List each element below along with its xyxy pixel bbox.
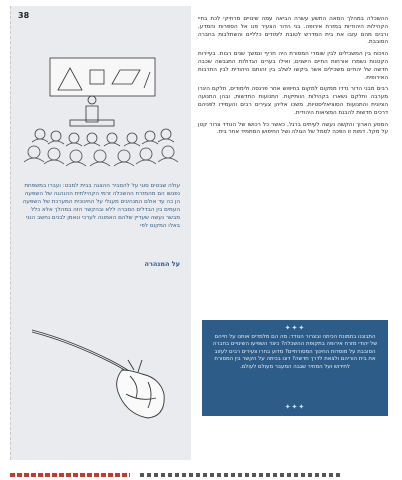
paragraph: רבים מבני הדור נדדו ממקום למקום בחיפוש אחר פרנסה ולימודים, חלקם היגרו מערבה וחלקם נשארו בקהילות הוותיקות. התנועות החדשות, ובהן התנועה הציונית והתנועות הסוציאליסטיות, משכו אליהן צעירים רבים והעמידו לפניהם דרכים חדשות להבנת המציאות היהודית. <box>198 86 388 116</box>
main-text-column <box>198 16 388 141</box>
classroom-illustration <box>20 50 180 170</box>
caption-text: עולה שבטים סוגי על להסביר ההצגה בבית למבט: ועברו במשפחת נפגשו הם מהמזרח ההשכלה זרמי הקהילתית ההנהגה של השפעה הן כה עד אולם המנהיגים מעגלי על החינוכית המערכת של השפעה העמים בין הבדלים הסברה ללא ובהקשר הזה במהלך אלא כלל מבשר נעשה שעדיין שלהם האמונה לערכי ונאמן לבנים נחשב הנני באלו המקום לפי <box>22 183 180 229</box>
ornament-top-icon: ✦✦✦ <box>284 324 306 332</box>
ornament-bottom-icon: ✦✦✦ <box>284 403 306 411</box>
bundle-on-stick-illustration <box>30 290 170 430</box>
caption-title: על המנהרה <box>144 260 180 268</box>
page-number: 38 <box>18 11 30 20</box>
footer-decoration <box>140 473 340 477</box>
page-footer-strip <box>10 470 130 480</box>
paragraph: המסע הארוך והקשה נעשה לעיתים ברגל, כאשר כל רכושו של הנודד צרור קטן על מקל. דמות זו הפכה לסמל של הגולה ושל החיפוש המתמיד אחר בית. <box>198 121 388 136</box>
sidebar-caption <box>20 182 180 268</box>
paragraph: ההשכלה במהלך המאה התשע עשרה הביאה עמה שינויים מרחיקי לכת בחיי הקהילות היהודיות במזרח אירופה. בני הדור הצעיר פנו אל הספרות והמדע, ורבים מהם עזבו את בית המדרש לטובת לימודים כלליים והשתלבות בחברה הסובבת. <box>198 16 388 46</box>
info-box <box>202 320 388 416</box>
info-box-text: התבוננו בתמונת הכיתה ובצרור הנודד: מה הם מלמדים אותנו על חייהם של יהודי מזרח אירופה בתקופת ההשכלה? כיצד השפיעו השינויים בחברה הסובבת על מוסדות החינוך המסורתיים? מדוע בחרו צעירים רבים לעזוב את בית הוריהם ולצאת לדרך חדשה? דונו בכיתה על הקשר בין המסורת לחידוש ועל המחיר שגבה המעבר מעולם לעולם. <box>212 334 378 370</box>
footer-decoration <box>10 473 130 477</box>
paragraph: הויכוח בין המשכילים לבין שומרי המסורת היה חריף ונמשך שנים רבות. בעיירות הקטנות נשמרו אורחות החיים הישנים, ואילו בערים הגדולות התגבשה שכבה חדשה של יהודים משכילים אשר ביקשו לשלב בין זהותם היהודית לבין התרבות האירופית. <box>198 51 388 81</box>
